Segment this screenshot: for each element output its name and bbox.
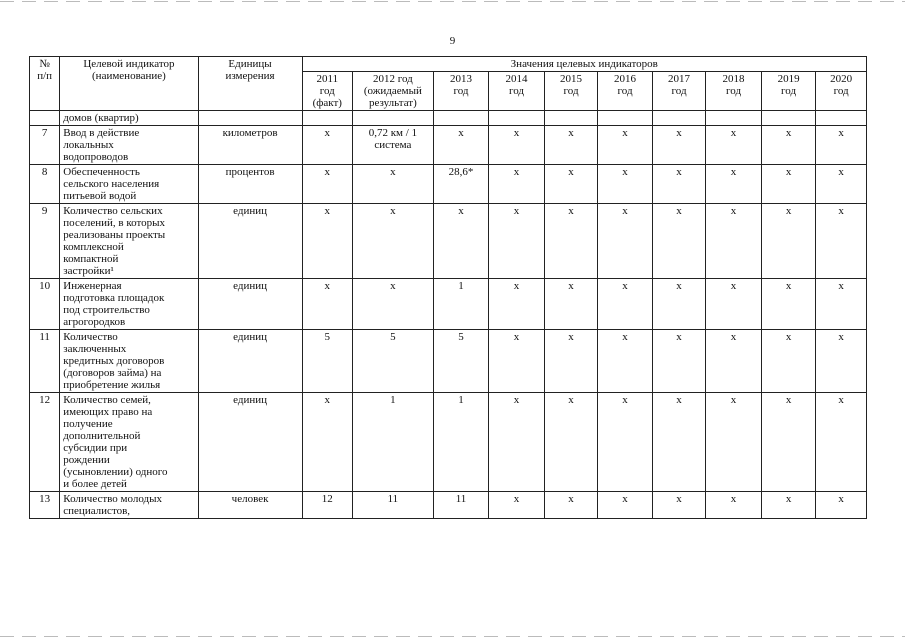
indicator-name: Количество молодых специалистов, xyxy=(60,492,198,519)
row-number: 9 xyxy=(30,204,60,279)
indicator-value: х xyxy=(816,126,867,165)
indicator-value: х xyxy=(544,279,598,330)
header-year: 2013 год xyxy=(433,72,489,111)
indicator-value: х xyxy=(302,165,352,204)
indicator-unit: единиц xyxy=(198,279,302,330)
target-indicators-table xyxy=(29,56,867,519)
indicator-value: х xyxy=(761,393,816,492)
indicator-value: 11 xyxy=(353,492,434,519)
indicator-value: х xyxy=(816,204,867,279)
indicator-value: х xyxy=(544,165,598,204)
row-number: 10 xyxy=(30,279,60,330)
indicator-value: х xyxy=(816,279,867,330)
indicator-unit: единиц xyxy=(198,393,302,492)
table-row xyxy=(30,126,867,165)
indicator-value: х xyxy=(652,279,706,330)
indicator-name: Количество семей, имеющих право на получение дополнительной субсидии при рождении (усыновлении) одного и более детей xyxy=(60,393,198,492)
indicator-value: 12 xyxy=(302,492,352,519)
row-number: 11 xyxy=(30,330,60,393)
indicator-value: х xyxy=(353,165,434,204)
indicator-name: Количество сельских поселений, в которых реализованы проекты комплексной компактной застройки¹ xyxy=(60,204,198,279)
indicator-value: х xyxy=(302,279,352,330)
continuation-value-cell xyxy=(598,111,653,126)
header-year: 2012 год (ожидаемый результат) xyxy=(353,72,434,111)
continuation-value-cell xyxy=(652,111,706,126)
table-row xyxy=(30,204,867,279)
continuation-row xyxy=(30,111,867,126)
indicator-value: х xyxy=(302,393,352,492)
continuation-value-cell xyxy=(353,111,434,126)
indicator-value: х xyxy=(598,492,653,519)
indicator-name: Количество заключенных кредитных договоров (договоров займа) на приобретение жилья xyxy=(60,330,198,393)
indicator-value: х xyxy=(652,492,706,519)
indicator-value: х xyxy=(652,165,706,204)
row-number: 7 xyxy=(30,126,60,165)
table-row xyxy=(30,165,867,204)
indicator-value: х xyxy=(706,126,762,165)
row-number: 8 xyxy=(30,165,60,204)
indicator-value: х xyxy=(544,393,598,492)
indicator-unit: человек xyxy=(198,492,302,519)
indicator-value: х xyxy=(652,330,706,393)
indicator-value: 11 xyxy=(433,492,489,519)
indicator-unit: километров xyxy=(198,126,302,165)
scan-edge-top xyxy=(0,1,905,2)
header-row-1 xyxy=(30,57,867,72)
indicator-value: х xyxy=(489,393,545,492)
continuation-value-cell xyxy=(761,111,816,126)
indicator-value: 1 xyxy=(353,393,434,492)
indicator-value: х xyxy=(761,330,816,393)
header-year: 2015 год xyxy=(544,72,598,111)
indicator-unit: процентов xyxy=(198,165,302,204)
table-row xyxy=(30,393,867,492)
indicator-value: 5 xyxy=(433,330,489,393)
indicator-value: х xyxy=(353,204,434,279)
indicator-value: х xyxy=(816,393,867,492)
scan-edge-bottom xyxy=(0,636,905,637)
indicator-value: х xyxy=(706,279,762,330)
indicator-value: х xyxy=(598,393,653,492)
indicator-value: х xyxy=(652,204,706,279)
indicator-value: х xyxy=(816,330,867,393)
indicator-value: х xyxy=(598,204,653,279)
indicator-name: Обеспеченность сельского населения питьевой водой xyxy=(60,165,198,204)
header-num: № п/п xyxy=(30,57,60,111)
indicator-value: х xyxy=(598,165,653,204)
indicator-value: х xyxy=(598,126,653,165)
indicator-value: х xyxy=(433,204,489,279)
header-year: 2014 год xyxy=(489,72,545,111)
indicator-value: х xyxy=(598,330,653,393)
page-number: 9 xyxy=(449,35,456,47)
continuation-value-cell xyxy=(489,111,545,126)
continuation-unit-cell xyxy=(198,111,302,126)
header-year: 2018 год xyxy=(706,72,762,111)
indicator-value: х xyxy=(353,279,434,330)
indicator-value: х xyxy=(706,165,762,204)
header-year: 2011 год (факт) xyxy=(302,72,352,111)
indicator-value: 5 xyxy=(302,330,352,393)
indicator-value: х xyxy=(302,204,352,279)
indicator-value: х xyxy=(544,126,598,165)
header-year: 2019 год xyxy=(761,72,816,111)
table-row xyxy=(30,492,867,519)
indicator-value: х xyxy=(761,126,816,165)
table-row xyxy=(30,279,867,330)
indicator-unit: единиц xyxy=(198,330,302,393)
table-row xyxy=(30,330,867,393)
continuation-text: домов (квартир) xyxy=(60,111,198,126)
header-indicator: Целевой индикатор (наименование) xyxy=(60,57,198,111)
header-values-group: Значения целевых индикаторов xyxy=(302,57,866,72)
indicator-value: х xyxy=(706,330,762,393)
continuation-value-cell xyxy=(816,111,867,126)
indicator-value: х xyxy=(706,492,762,519)
header-year: 2020 год xyxy=(816,72,867,111)
indicator-value: х xyxy=(816,165,867,204)
indicator-value: 5 xyxy=(353,330,434,393)
indicator-value: х xyxy=(706,204,762,279)
continuation-value-cell xyxy=(544,111,598,126)
indicator-value: х xyxy=(489,279,545,330)
indicator-value: х xyxy=(489,204,545,279)
indicator-unit: единиц xyxy=(198,204,302,279)
indicator-value: х xyxy=(816,492,867,519)
header-year: 2016 год xyxy=(598,72,653,111)
indicator-value: х xyxy=(652,393,706,492)
indicator-value: х xyxy=(489,330,545,393)
row-number: 12 xyxy=(30,393,60,492)
continuation-value-cell xyxy=(706,111,762,126)
indicator-value: 1 xyxy=(433,279,489,330)
indicator-value: х xyxy=(489,126,545,165)
indicator-value: х xyxy=(761,204,816,279)
continuation-num-cell xyxy=(30,111,60,126)
indicator-value: х xyxy=(544,330,598,393)
indicator-value: х xyxy=(706,393,762,492)
indicator-value: 1 xyxy=(433,393,489,492)
indicator-value: х xyxy=(489,492,545,519)
indicator-value: х xyxy=(761,165,816,204)
indicator-value: х xyxy=(761,492,816,519)
indicator-value: х xyxy=(433,126,489,165)
indicator-value: х xyxy=(652,126,706,165)
continuation-value-cell xyxy=(433,111,489,126)
row-number: 13 xyxy=(30,492,60,519)
indicator-value: х xyxy=(544,492,598,519)
indicator-name: Ввод в действие локальных водопроводов xyxy=(60,126,198,165)
continuation-value-cell xyxy=(302,111,352,126)
indicator-value: 0,72 км / 1 система xyxy=(353,126,434,165)
indicator-value: х xyxy=(544,204,598,279)
indicator-name: Инженерная подготовка площадок под строительство агрогородков xyxy=(60,279,198,330)
indicator-value: х xyxy=(598,279,653,330)
header-units: Единицы измерения xyxy=(198,57,302,111)
indicator-value: х xyxy=(302,126,352,165)
header-year: 2017 год xyxy=(652,72,706,111)
indicator-value: х xyxy=(489,165,545,204)
indicator-value: 28,6* xyxy=(433,165,489,204)
indicator-value: х xyxy=(761,279,816,330)
